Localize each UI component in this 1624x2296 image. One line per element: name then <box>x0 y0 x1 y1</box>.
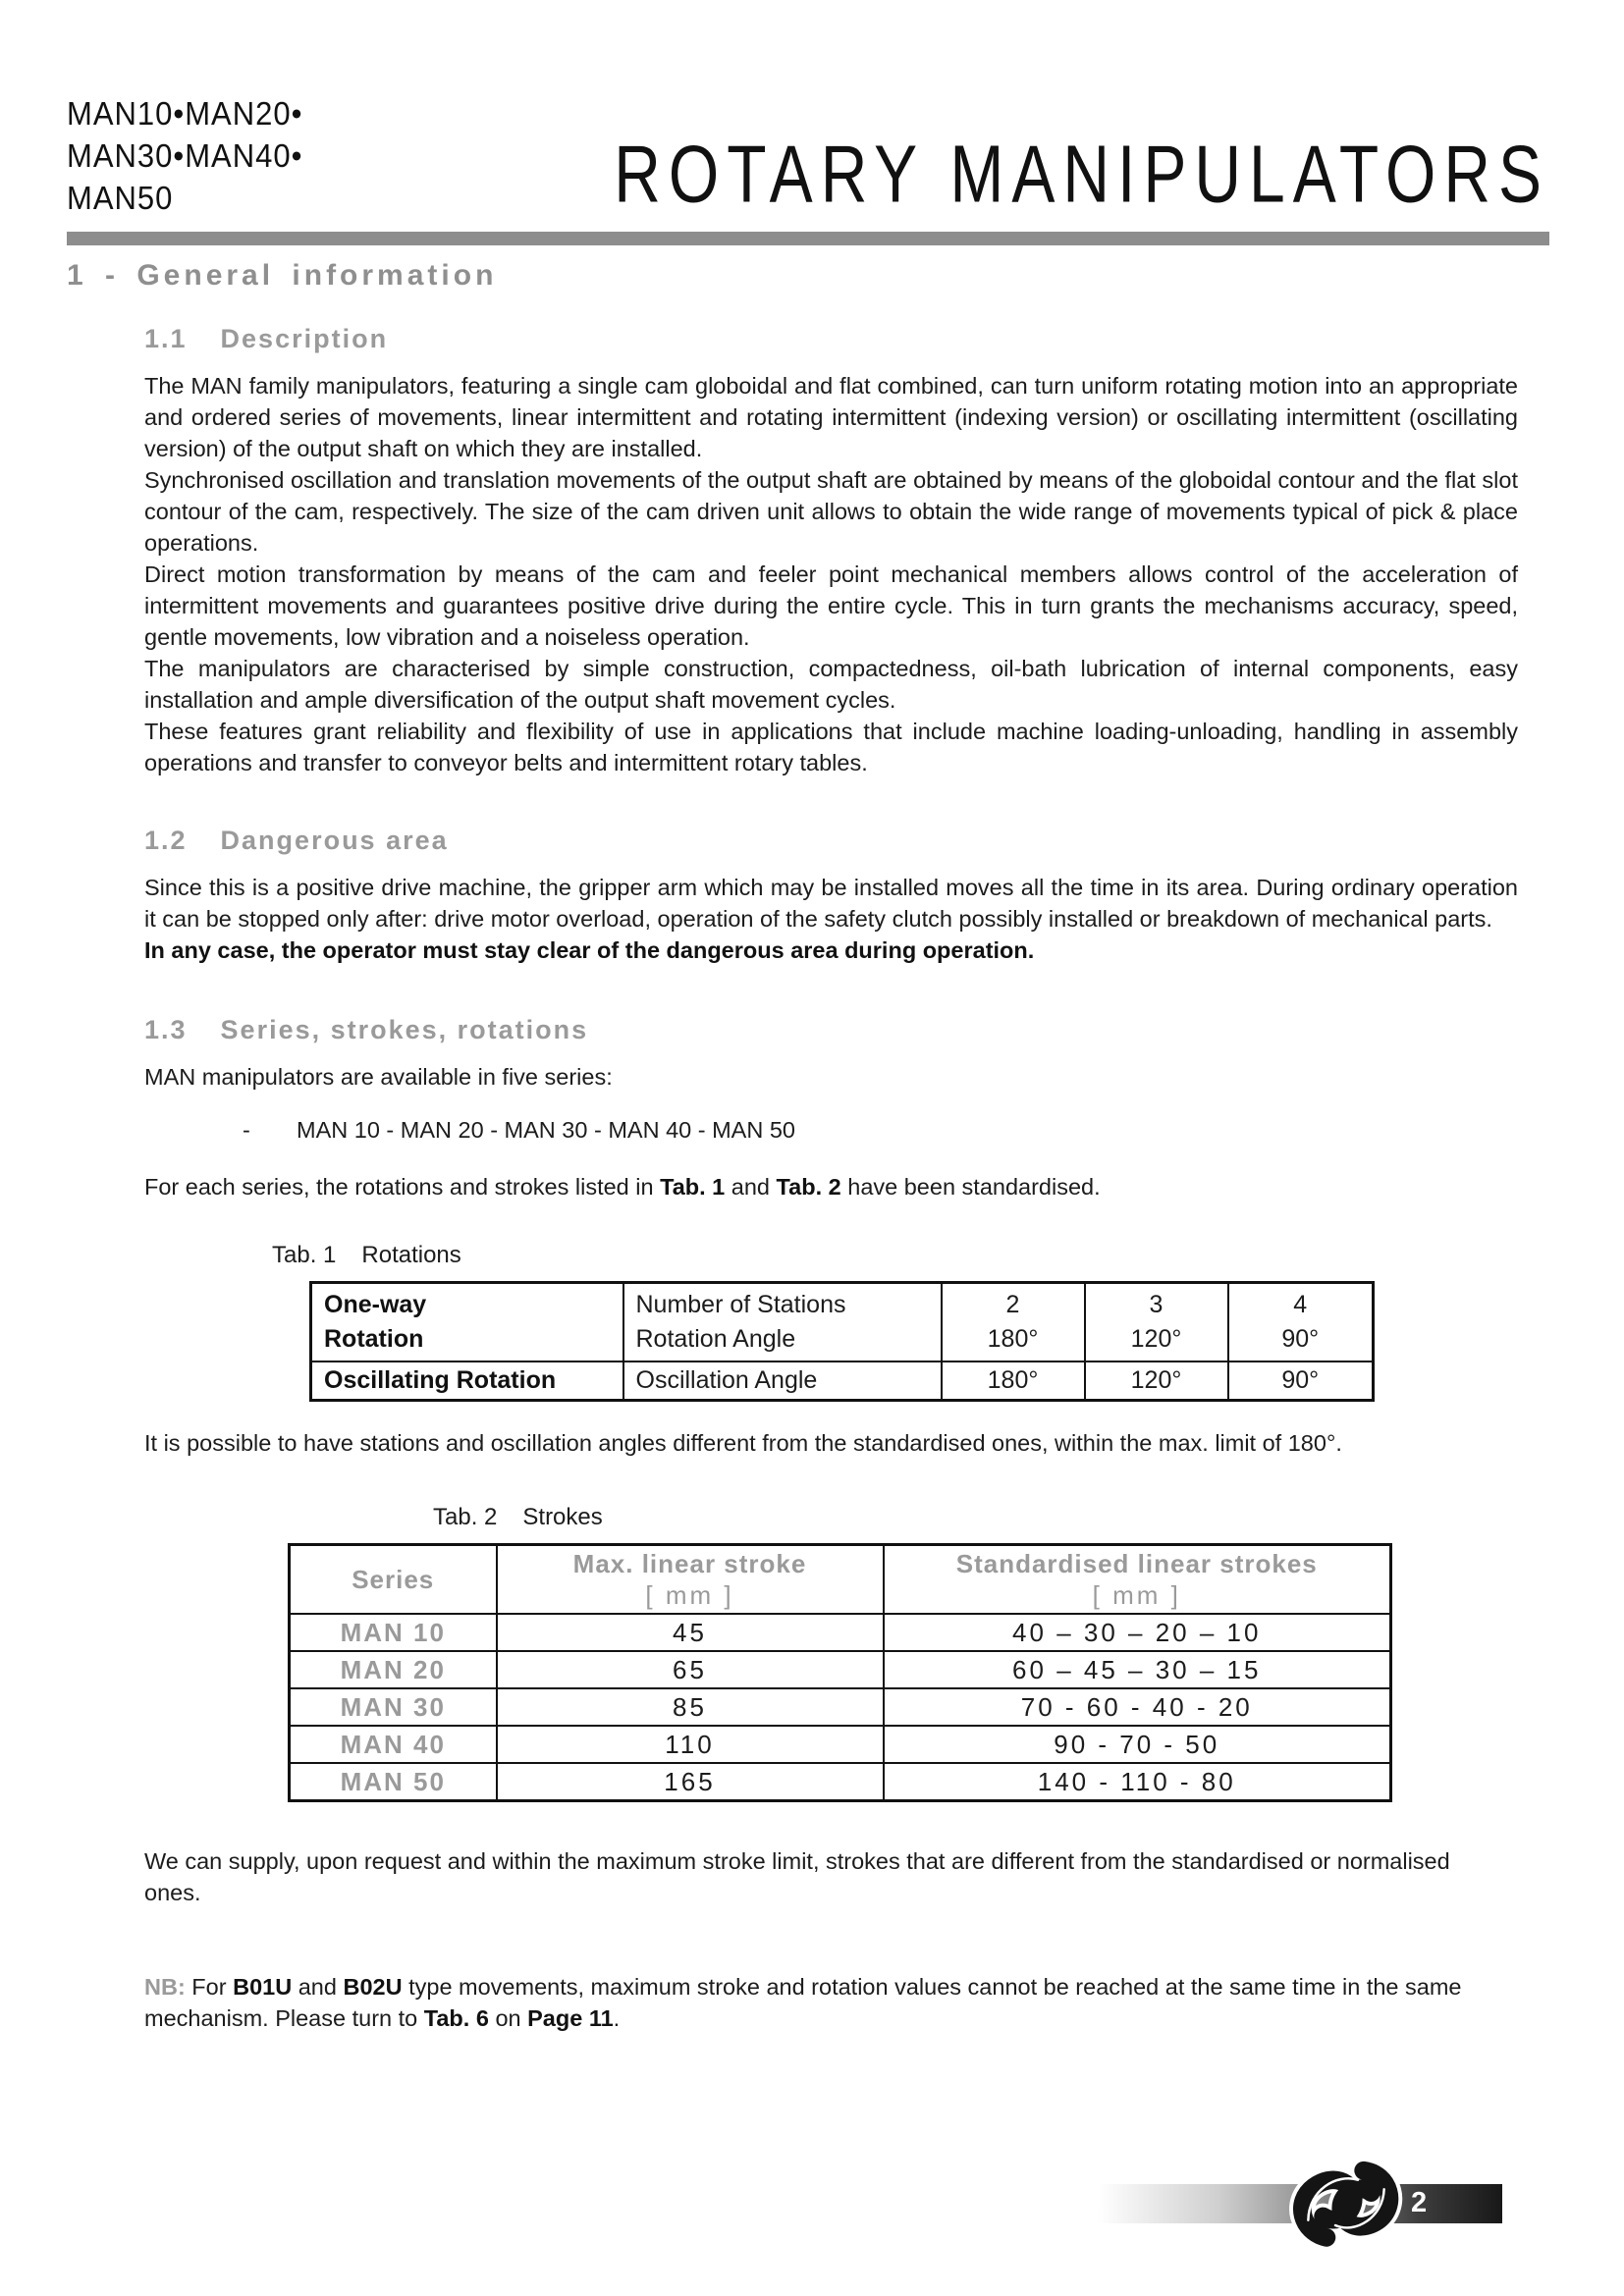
cell-line: One-way <box>324 1291 427 1318</box>
cell-line: 120° <box>1130 1325 1182 1353</box>
strokes-table <box>288 1543 1392 1802</box>
series-name-cell: MAN 20 <box>290 1651 497 1688</box>
cell-line: [ mm ] <box>1092 1580 1181 1610</box>
b01u-ref: B01U <box>233 1974 293 2000</box>
table1-caption-label: Tab. 1 <box>272 1242 337 1268</box>
section-description <box>144 324 1518 778</box>
between-tables-note: It is possible to have stations and oscillation angles different from the standardised ones, within the max. limit of 180°. <box>144 1430 1342 1456</box>
table-row <box>290 1614 1391 1651</box>
table-row <box>311 1283 1374 1362</box>
model-list <box>67 92 302 220</box>
subsection-number: 1.2 <box>144 826 188 855</box>
text-run: For <box>185 1974 234 2000</box>
text-run: on <box>488 2005 528 2031</box>
page-body <box>144 324 1518 2034</box>
series-header-cell: Series <box>290 1545 497 1615</box>
table1-caption-title: Rotations <box>361 1242 461 1268</box>
series-name-cell: MAN 30 <box>290 1688 497 1726</box>
osc-2-cell: 180° <box>942 1362 1085 1401</box>
cell-line: Number of Stations <box>635 1291 846 1318</box>
max-stroke-cell: 165 <box>497 1763 884 1801</box>
dangerous-paragraph: Since this is a positive drive machine, the gripper arm which may be installed moves all the time in its area. During ordinary operation it can be stopped only after: drive motor overload, operation of the safety clutch possibly installed or breakdown of mechanical parts. <box>144 875 1518 932</box>
table-row <box>311 1362 1374 1401</box>
table-row <box>290 1763 1391 1801</box>
max-stroke-cell: 85 <box>497 1688 884 1726</box>
section-dangerous-area <box>144 826 1518 966</box>
table-row <box>290 1726 1391 1763</box>
series-list <box>243 1114 1518 1146</box>
std-strokes-cell: 60 – 45 – 30 – 15 <box>884 1651 1391 1688</box>
cell-line: 4 <box>1293 1291 1308 1318</box>
table2-caption <box>433 1504 1518 1531</box>
oneway-params-cell <box>623 1283 942 1362</box>
subsection-heading-series <box>144 1015 1518 1045</box>
series-name-cell: MAN 40 <box>290 1726 497 1763</box>
std-strokes-cell: 70 - 60 - 40 - 20 <box>884 1688 1391 1726</box>
table-row <box>290 1688 1391 1726</box>
subsection-heading-description <box>144 324 1518 354</box>
std-strokes-cell: 140 - 110 - 80 <box>884 1763 1391 1801</box>
cell-line: Rotation <box>324 1325 424 1353</box>
text-run: and <box>725 1174 777 1200</box>
table2-caption-label: Tab. 2 <box>433 1504 498 1530</box>
brand-knot-logo-icon <box>1288 2160 1404 2250</box>
std-strokes-cell: 90 - 70 - 50 <box>884 1726 1391 1763</box>
max-stroke-cell: 110 <box>497 1726 884 1763</box>
series-list-item: MAN 10 - MAN 20 - MAN 30 - MAN 40 - MAN 50 <box>297 1117 795 1143</box>
table2-caption-title: Strokes <box>522 1504 603 1530</box>
std-strokes-header-cell <box>884 1545 1391 1615</box>
table1-caption <box>272 1242 1518 1269</box>
cell-line: 180° <box>987 1325 1039 1353</box>
subsection-title: Description <box>220 324 389 353</box>
osc-3-cell: 120° <box>1085 1362 1228 1401</box>
text-run: type movements, maximum stroke and rotation values cannot be reached at the same time in the same mechanism. Please turn to <box>144 1974 1462 2031</box>
cell-line: 3 <box>1149 1291 1164 1318</box>
document-title: ROTARY MANIPULATORS <box>614 128 1549 219</box>
header-divider <box>67 232 1549 245</box>
subsection-title: Series, strokes, rotations <box>220 1015 589 1044</box>
nb-label: NB: <box>144 1974 186 2000</box>
subsection-number: 1.3 <box>144 1015 188 1044</box>
cell-line: Rotation Angle <box>635 1325 796 1353</box>
table-row <box>290 1651 1391 1688</box>
rotations-table <box>309 1281 1375 1402</box>
series-intro: MAN manipulators are available in five series: <box>144 1064 613 1090</box>
max-stroke-header-cell <box>497 1545 884 1615</box>
page11-ref: Page 11 <box>527 2005 614 2031</box>
model-line-1: MAN10•MAN20• <box>67 94 303 133</box>
dangerous-warning: In any case, the operator must stay clear of the dangerous area during operation. <box>144 937 1035 963</box>
tab2-reference: Tab. 2 <box>776 1174 841 1200</box>
cell-line: Max. linear stroke <box>572 1549 807 1578</box>
description-paragraph: These features grant reliability and flexibility of use in applications that include machine loading-unloading, handling in assembly operations and transfer to conveyor belts and intermittent rotary tables. <box>144 719 1518 775</box>
model-line-2: MAN30•MAN40• <box>67 136 303 175</box>
list-dash: - <box>243 1117 250 1143</box>
text-run: and <box>292 1974 344 2000</box>
subsection-number: 1.1 <box>144 324 188 353</box>
oscillation-angle-cell: Oscillation Angle <box>623 1362 942 1401</box>
page-number: 2 <box>1411 2187 1428 2218</box>
series-name-cell: MAN 50 <box>290 1763 497 1801</box>
series-name-cell: MAN 10 <box>290 1614 497 1651</box>
table-header-row <box>290 1545 1391 1615</box>
cell-line: [ mm ] <box>645 1580 734 1610</box>
tab6-ref: Tab. 6 <box>423 2005 489 2031</box>
supply-note: We can supply, upon request and within the maximum stroke limit, strokes that are different from the standardised or normalised ones. <box>144 1848 1450 1905</box>
b02u-ref: B02U <box>343 1974 403 2000</box>
text-run: have been standardised. <box>840 1174 1101 1200</box>
stations-3-cell <box>1085 1283 1228 1362</box>
description-paragraph: Direct motion transformation by means of the cam and feeler point mechanical members allows control of the acceleration of intermittent movements and guarantees positive drive during the entire cycle. This in turn grants the mechanisms accuracy, speed, gentle movements, low vibration and a noiseless operation. <box>144 561 1518 650</box>
oscillating-rotation-cell: Oscillating Rotation <box>311 1362 623 1401</box>
cell-line: 90° <box>1281 1325 1320 1353</box>
section-heading: 1 - General information <box>67 259 498 292</box>
oneway-rotation-cell <box>311 1283 623 1362</box>
std-strokes-cell: 40 – 30 – 20 – 10 <box>884 1614 1391 1651</box>
model-line-3: MAN50 <box>67 179 174 217</box>
cell-line: 2 <box>1005 1291 1020 1318</box>
max-stroke-cell: 45 <box>497 1614 884 1651</box>
stations-2-cell <box>942 1283 1085 1362</box>
nb-note <box>144 1971 1518 2034</box>
osc-4-cell: 90° <box>1228 1362 1374 1401</box>
text-run: For each series, the rotations and strokes listed in <box>144 1174 661 1200</box>
text-run: . <box>613 2005 621 2031</box>
stations-4-cell <box>1228 1283 1374 1362</box>
subsection-title: Dangerous area <box>220 826 449 855</box>
description-paragraph: Synchronised oscillation and translation movements of the output shaft are obtained by means of the globoidal contour and the flat slot contour of the cam, respectively. The size of the cam driven unit allows to obtain the wide range of movements typical of pick & place operations. <box>144 467 1518 556</box>
description-paragraph: The manipulators are characterised by simple construction, compactedness, oil-bath lubrication of internal components, easy installation and ample diversification of the output shaft movement cycles. <box>144 656 1518 713</box>
cell-line: Standardised linear strokes <box>955 1549 1318 1578</box>
tab1-reference: Tab. 1 <box>660 1174 726 1200</box>
subsection-heading-dangerous <box>144 826 1518 856</box>
section-series-strokes <box>144 1015 1518 1202</box>
description-paragraph: The MAN family manipulators, featuring a single cam globoidal and flat combined, can turn uniform rotating motion into an appropriate and ordered series of movements, linear intermittent and rotating intermittent (indexing version) or oscillating intermittent (oscillating version) of the output shaft on which they are installed. <box>144 373 1518 461</box>
page-header <box>67 94 1549 220</box>
max-stroke-cell: 65 <box>497 1651 884 1688</box>
standardised-note <box>144 1171 1518 1202</box>
